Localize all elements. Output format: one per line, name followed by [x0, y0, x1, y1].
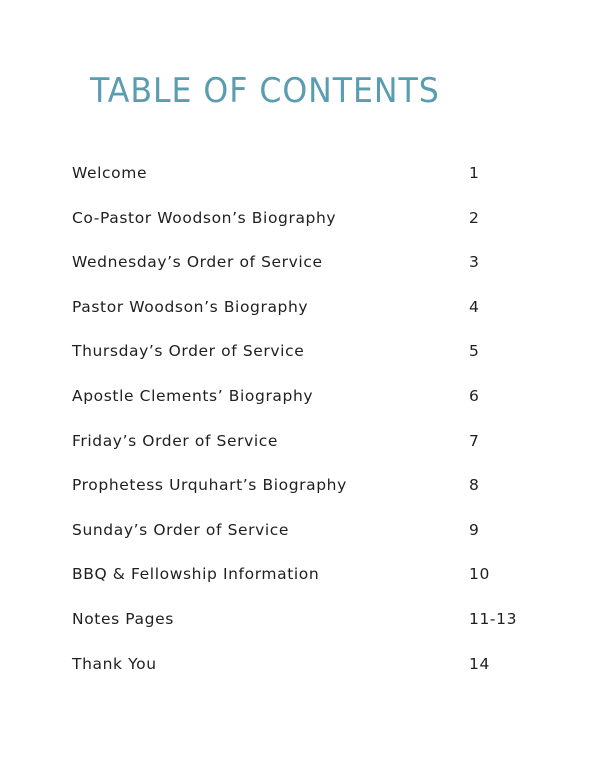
- toc-entry-label: Apostle Clements’ Biography: [72, 386, 314, 405]
- toc-entry-thursday-order: [72, 336, 542, 381]
- toc-entry-page-number: 3: [469, 253, 480, 272]
- toc-entry-pastor-biography: [72, 292, 542, 337]
- toc-entry-page-number: 10: [469, 565, 490, 584]
- toc-entry-label: Notes Pages: [72, 609, 174, 628]
- toc-entry-page-number: 4: [469, 297, 480, 316]
- toc-entry-welcome: [72, 158, 542, 203]
- toc-entry-notes-pages: [72, 604, 542, 649]
- toc-entry-label: Wednesday’s Order of Service: [72, 253, 323, 272]
- toc-entry-label: Welcome: [72, 164, 148, 182]
- toc-entry-thank-you: [72, 649, 542, 694]
- toc-entry-label: Sunday’s Order of Service: [72, 520, 290, 539]
- toc-entry-page-number: 5: [469, 342, 480, 361]
- toc-entry-label: Friday’s Order of Service: [72, 431, 279, 450]
- toc-entry-page-number: 2: [469, 208, 480, 227]
- toc-entry-page-number: 1: [469, 164, 480, 182]
- toc-entry-friday-order: [72, 426, 542, 471]
- toc-entry-label: Thursday’s Order of Service: [72, 342, 305, 361]
- toc-entry-page-number: 7: [469, 431, 480, 450]
- toc-entry-page-number: 11-13: [469, 609, 518, 628]
- toc-entry-label: Co-Pastor Woodson’s Biography: [72, 208, 337, 227]
- page-title: TABLE OF CONTENTS: [90, 71, 440, 111]
- toc-entry-page-number: 14: [469, 654, 490, 673]
- toc-entry-label: Thank You: [72, 654, 157, 673]
- toc-entry-wednesday-order: [72, 247, 542, 292]
- toc-entry-apostle-biography: [72, 381, 542, 426]
- toc-entry-label: BBQ & Fellowship Information: [72, 565, 320, 584]
- table-of-contents: [72, 158, 542, 693]
- toc-entry-label: Prophetess Urquhart’s Biography: [72, 476, 347, 495]
- toc-entry-bbq-fellowship: [72, 559, 542, 604]
- toc-entry-prophetess-biography: [72, 470, 542, 515]
- toc-entry-label: Pastor Woodson’s Biography: [72, 297, 309, 316]
- toc-entry-page-number: 6: [469, 386, 480, 405]
- toc-entry-sunday-order: [72, 515, 542, 560]
- toc-entry-page-number: 8: [469, 476, 480, 495]
- toc-entry-co-pastor-biography: [72, 203, 542, 248]
- toc-entry-page-number: 9: [469, 520, 480, 539]
